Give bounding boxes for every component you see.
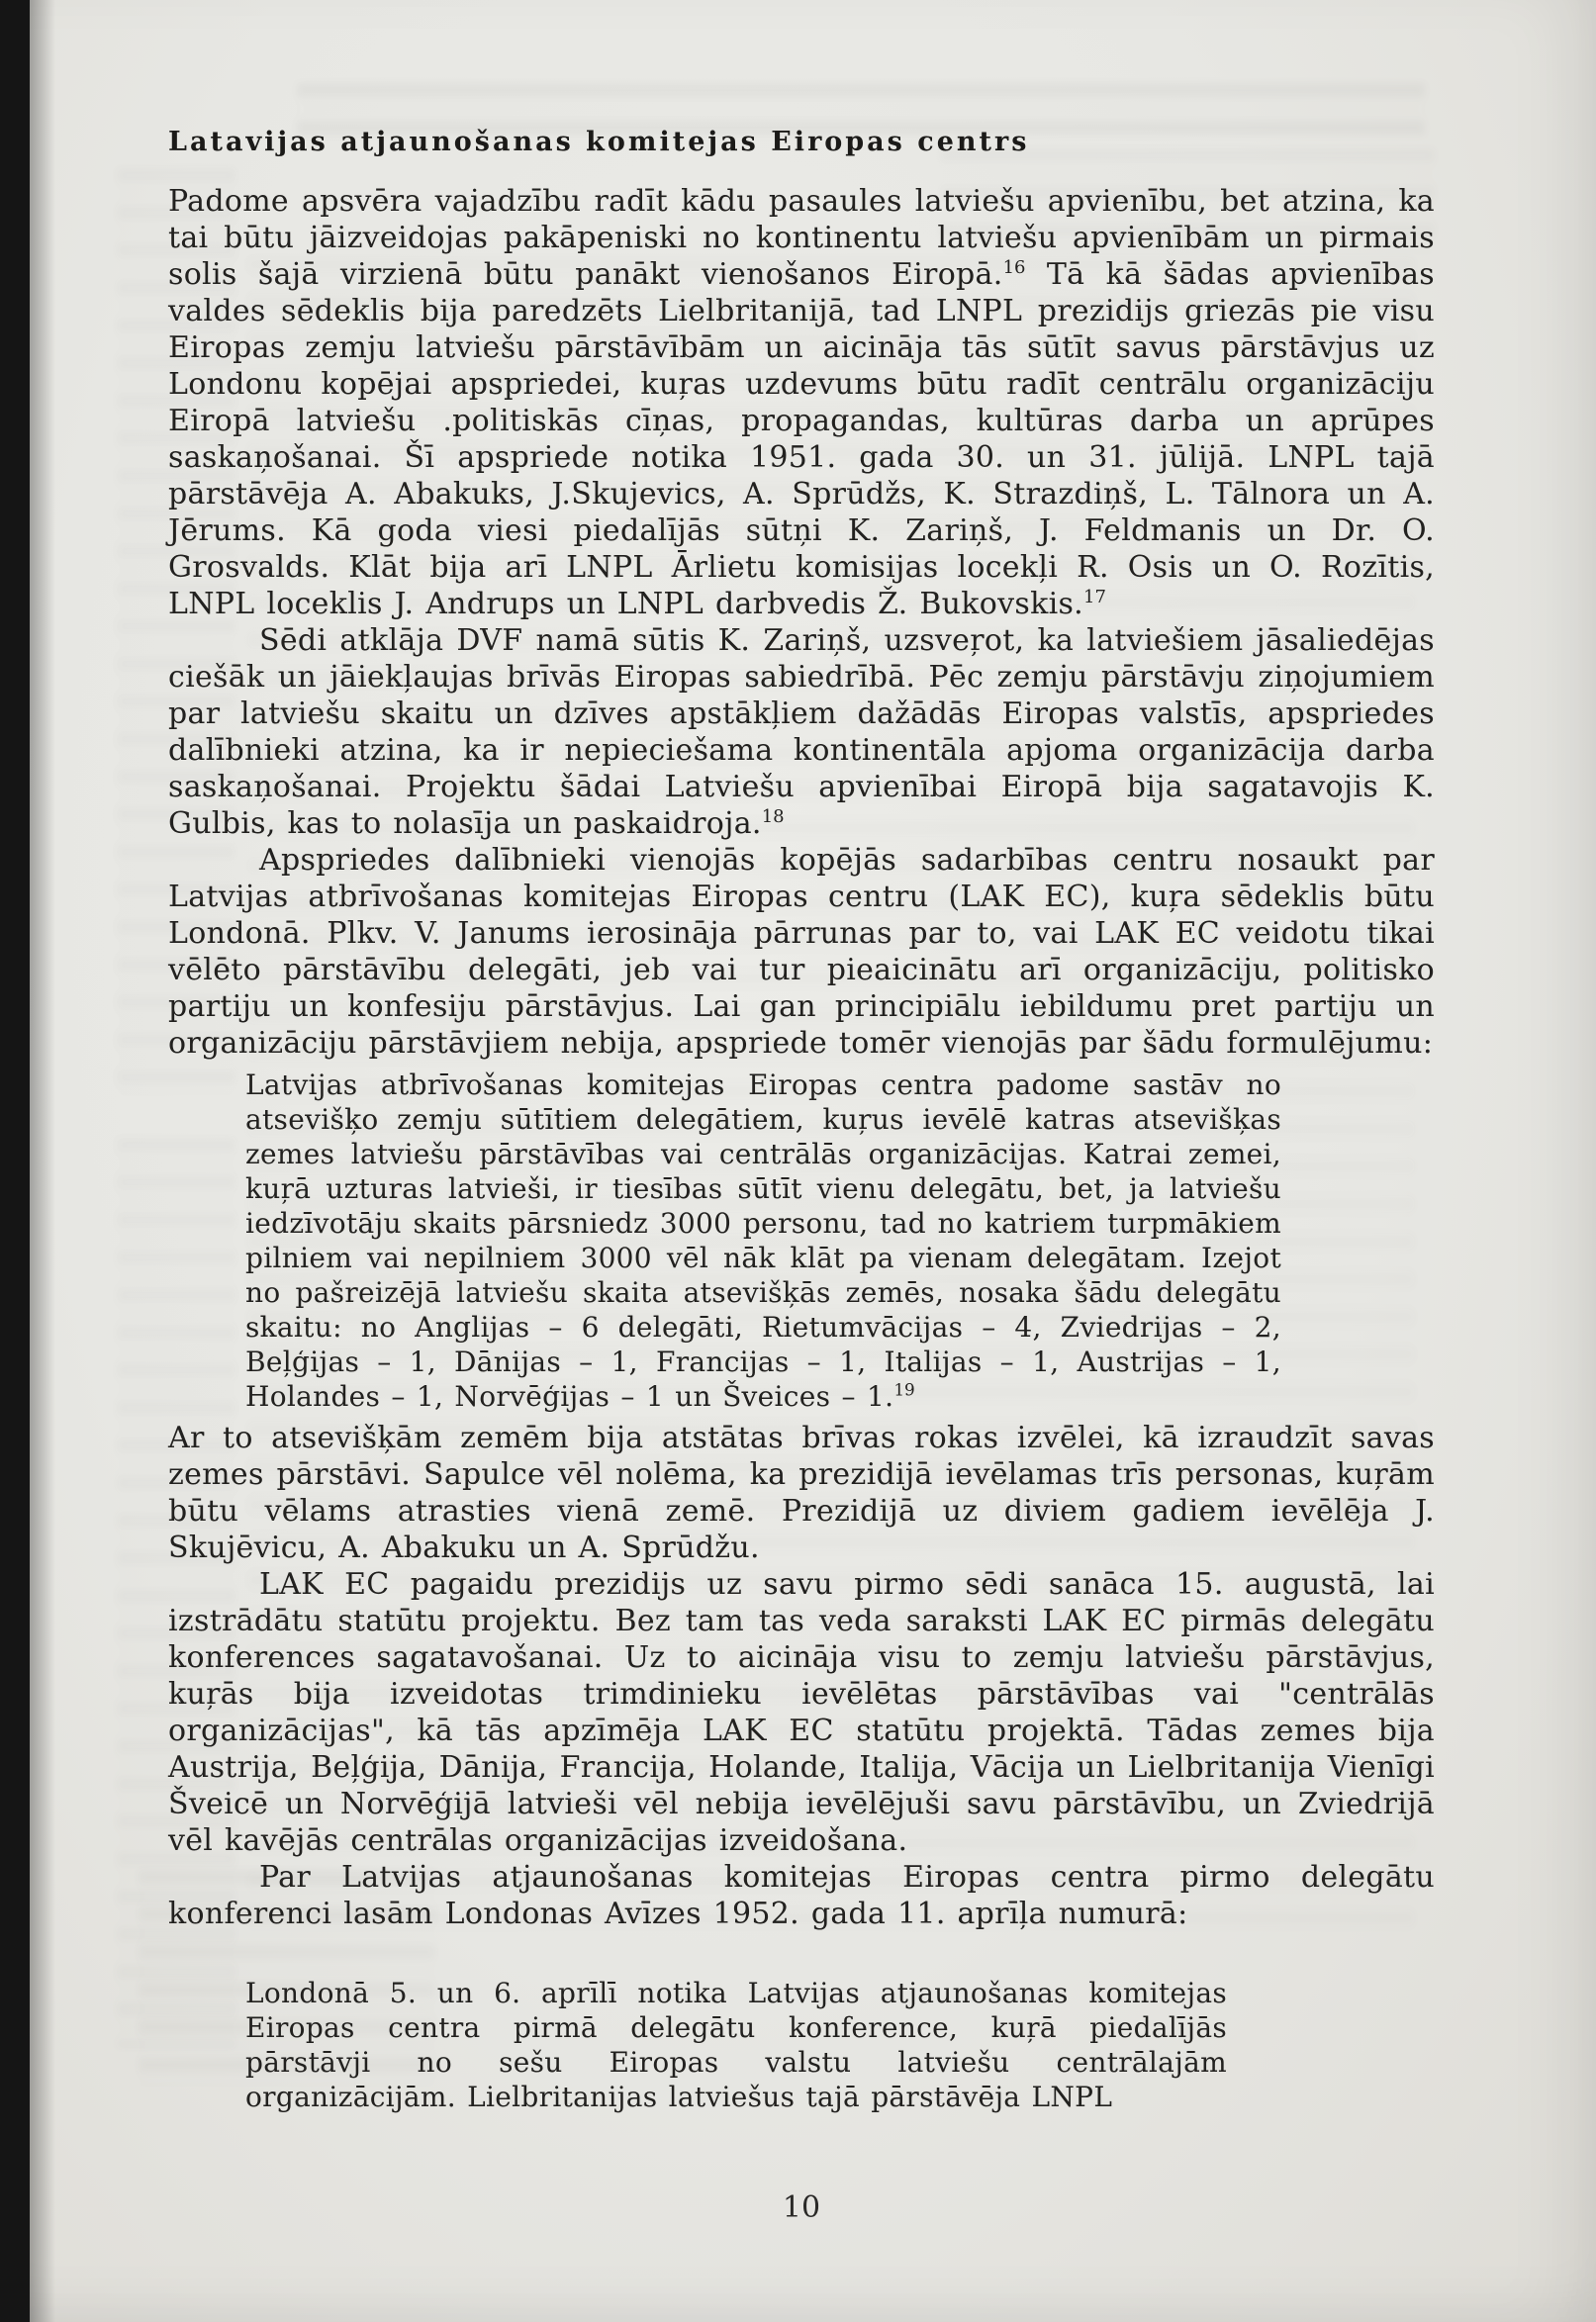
text-segment: Padome apsvēra vajadzību radīt kādu pasaules latviešu apvienību, bet atzina, ka tai būtu jāizveidojas pakāpeniski no kontinentu latviešu apvienībām un pirmais solis šajā virzienā būtu panākt vienošanos Eiropā.	[168, 184, 1435, 292]
page-title: Latavijas atjaunošanas komitejas Eiropas centrs	[168, 127, 1030, 157]
text-segment: Ar to atsevišķām zemēm bija atstātas brīvas rokas izvēlei, kā izraudzīt savas zemes pārstāvi. Sapulce vēl nolēma, ka prezidijā ievēlamas trīs personas, kuŗām būtu vēlams atrasties vienā zemē. Prezidijā uz diviem gadiem ievēlēja J. Skujēvicu, A. Abakuku un A. Sprūdžu.	[168, 1421, 1435, 1565]
paragraph-free-choice	[168, 1420, 1435, 1566]
blockquote-london-conference	[245, 1976, 1227, 2114]
paragraph-lak-ec-naming	[168, 842, 1435, 1062]
text-segment: Par Latvijas atjaunošanas komitejas Eiropas centra pirmo delegātu konferenci lasām Londonas Avīzes 1952. gada 11. aprīļa numurā:	[168, 1860, 1435, 1931]
scan-edge-shadow	[30, 0, 55, 2322]
footnote-ref-17: 17	[1083, 587, 1106, 607]
paragraph-provisional-presidium	[168, 1566, 1435, 1859]
footnote-ref-18: 18	[761, 806, 785, 827]
page-number: 10	[782, 2190, 821, 2225]
text-segment: LAK EC pagaidu prezidijs uz savu pirmo sēdi sanāca 15. augustā, lai izstrādātu statūtu projektu. Bez tam tas veda saraksti LAK EC pirmās delegātu konferences sagatavošanai. Uz to aicināja visu to zemju latviešu pārstāvjus, kuŗās bija izveidotas trimdinieku ievēlētas pārstāvības vai "centrālās organizācijas", kā tās apzīmēja LAK EC statūtu projektā. Tādas zemes bija Austrija, Beļģija, Dānija, Francija, Holande, Italija, Vācija un Lielbritanija Vienīgi Šveicē un Norvēģijā latvieši vēl nebija ievēlējuši savu pārstāvību, un Zviedrijā vēl kavējās centrālas organizācijas izveidošana.	[168, 1567, 1435, 1858]
paragraph-council	[168, 183, 1435, 622]
text-block	[168, 127, 1435, 2114]
paragraph-first-conference-intro	[168, 1859, 1435, 1932]
text-segment: Tā kā šādas apvienības valdes sēdeklis bija paredzēts Lielbritanijā, tad LNPL prezidijs griezās pie visu Eiropas zemju latviešu pārstāvībām un aicināja tās sūtīt savus pārstāvjus uz Londonu kopējai apspriedei, kuŗas uzdevums būtu radīt centrālu organizāciju Eiropā latviešu .politiskās cīņas, propagandas, kultūras darba un aprūpes saskaņošanai. Šī apspriede notika 1951. gada 30. un 31. jūlijā. LNPL tajā pārstāvēja A. Abakuks, J.Skujevics, A. Sprūdžs, K. Strazdiņš, L. Tālnora un A. Jērums. Kā goda viesi piedalījās sūtņi K. Zariņš, J. Feldmanis un Dr. O. Grosvalds. Klāt bija arī LNPL Ārlietu komisijas locekļi R. Osis un O. Rozītis, LNPL loceklis J. Andrups un LNPL darbvedis Ž. Bukovskis.	[168, 257, 1436, 621]
text-segment: Londonā 5. un 6. aprīlī notika Latvijas atjaunošanas komitejas Eiropas centra pirmā delegātu konference, kuŗā piedalījās pārstāvji no sešu Eiropas valstu latviešu centrālajām organizācijām. Lielbritanijas latviešus tajā pārstāvēja LNPL	[245, 1977, 1227, 2113]
scan-edge-black-strip	[0, 0, 30, 2322]
paragraph-session-opening	[168, 622, 1435, 842]
text-segment: Apspriedes dalībnieki vienojās kopējās sadarbības centru nosaukt par Latvijas atbrīvošanas komitejas Eiropas centru (LAK EC), kuŗa sēdeklis būtu Londonā. Plkv. V. Janums ierosināja pārrunas par to, vai LAK EC veidotu tikai vēlēto pārstāvību delegāti, jeb vai tur pieaicinātu arī organizāciju, politisko partiju un konfesiju pārstāvjus. Lai gan principiālu iebildumu pret partiju un organizāciju pārstāvjiem nebija, apspriede tomēr vienojās par šādu formulējumu:	[168, 843, 1435, 1061]
text-segment: Sēdi atklāja DVF namā sūtis K. Zariņš, uzsveŗot, ka latviešiem jāsaliedējas ciešāk un jāiekļaujas brīvās Eiropas sabiedrībā. Pēc zemju pārstāvju ziņojumiem par latviešu skaitu un dzīves apstākļiem dažādās Eiropas valstīs, apspriedes dalībnieki atzina, ka ir nepieciešama kontinentāla apjoma organizācija darba saskaņošanai. Projektu šādai Latviešu apvienībai Eiropā bija sagatavojis K. Gulbis, kas to nolasīja un paskaidroja.	[168, 623, 1435, 841]
footnote-ref-19: 19	[893, 1379, 915, 1400]
text-segment: Latvijas atbrīvošanas komitejas Eiropas centra padome sastāv no atsevišķo zemju sūtītiem delegātiem, kuŗus ievēlē katras atsevišķas zemes latviešu pārstāvības vai centrālās organizācijas. Katrai zemei, kuŗā uzturas latvieši, ir tiesības sūtīt vienu delegātu, bet, ja latviešu iedzīvotāju skaits pārsniedz 3000 personu, tad no katriem turpmākiem pilniem vai nepilniem 3000 vēl nāk klāt pa vienam delegātam. Izejot no pašreizējā latviešu skaita atsevišķās zemēs, nosaka šādu delegātu skaitu: no Anglijas – 6 delegāti, Rietumvācijas – 4, Zviedrijas – 2, Beļģijas – 1, Dānijas – 1, Francijas – 1, Italijas – 1, Austrijas – 1, Holandes – 1, Norvēģijas – 1 un Šveices – 1.	[245, 1068, 1281, 1413]
footnote-ref-16: 16	[1002, 257, 1026, 278]
blockquote-delegate-formula	[245, 1068, 1281, 1414]
